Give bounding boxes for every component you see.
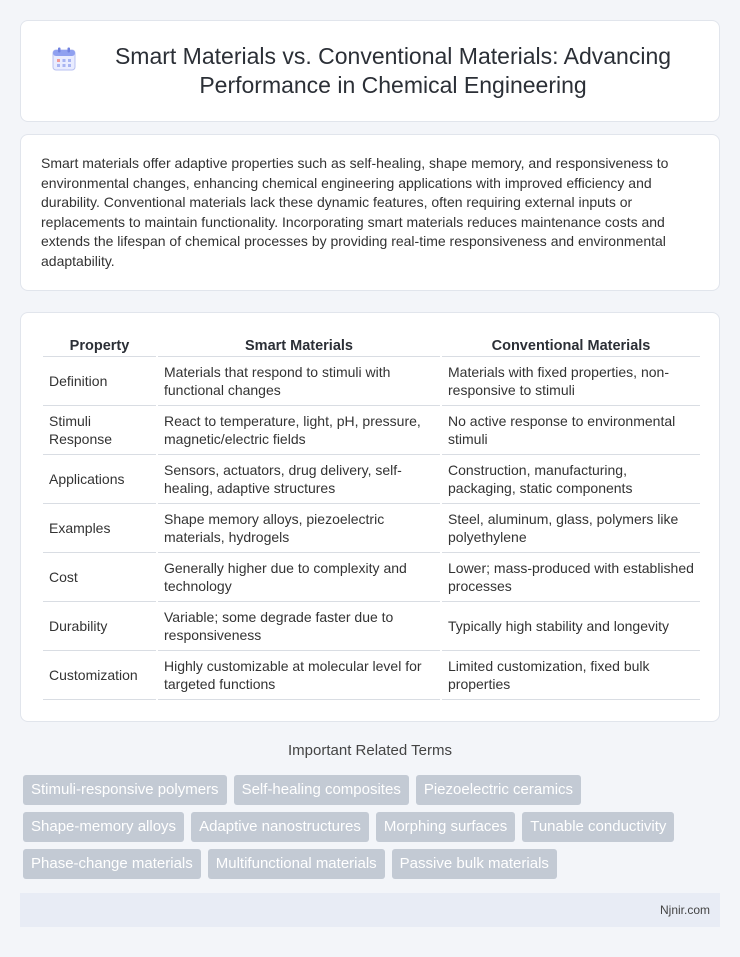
row-conventional: Materials with fixed properties, non-responsive to stimuli (442, 357, 700, 406)
term-tag[interactable]: Adaptive nanostructures (191, 812, 369, 842)
header-property: Property (43, 335, 156, 357)
table-row (43, 357, 700, 406)
row-property: Cost (43, 553, 156, 602)
table-row (43, 602, 700, 651)
row-property: Customization (43, 651, 156, 700)
term-tag[interactable]: Stimuli-responsive polymers (23, 775, 227, 805)
table-row (43, 455, 700, 504)
table-row (43, 651, 700, 700)
row-conventional: No active response to environmental stimuli (442, 406, 700, 455)
row-property: Stimuli Response (43, 406, 156, 455)
term-tag[interactable]: Phase-change materials (23, 849, 201, 879)
term-tag[interactable]: Morphing surfaces (376, 812, 515, 842)
table-header-row (43, 335, 700, 357)
row-conventional: Construction, manufacturing, packaging, static components (442, 455, 700, 504)
row-smart: Materials that respond to stimuli with functional changes (158, 357, 440, 406)
header-conventional-materials: Conventional Materials (442, 335, 700, 357)
footer-site[interactable]: Njnir.com (659, 903, 710, 917)
comparison-table (41, 335, 702, 700)
calendar-icon (51, 46, 77, 72)
intro-card (20, 134, 720, 291)
row-conventional: Limited customization, fixed bulk properties (442, 651, 700, 700)
row-property: Applications (43, 455, 156, 504)
intro-paragraph: Smart materials offer adaptive properties such as self-healing, shape memory, and responsiveness to environmental changes, enhancing chemical engineering applications with improved efficiency and durability. Conventional materials lack these dynamic features, often requiring external inputs or replacements to maintain functionality. Incorporating smart materials reduces maintenance costs and extends the lifespan of chemical processes by providing real-time responsiveness and environmental adaptability. (41, 155, 669, 269)
title-card (20, 20, 720, 122)
row-smart: Highly customizable at molecular level for targeted functions (158, 651, 440, 700)
related-terms-heading: Important Related Terms (288, 742, 452, 759)
term-tag[interactable]: Passive bulk materials (392, 849, 557, 879)
term-tag[interactable]: Multifunctional materials (208, 849, 385, 879)
term-tag[interactable]: Self-healing composites (234, 775, 409, 805)
page-title: Smart Materials vs. Conventional Materials: Advancing Performance in Chemical Engineering (114, 43, 672, 98)
row-smart: Shape memory alloys, piezoelectric materials, hydrogels (158, 504, 440, 553)
footer (20, 893, 720, 927)
comparison-card (20, 312, 720, 722)
row-conventional: Steel, aluminum, glass, polymers like polyethylene (442, 504, 700, 553)
table-row (43, 504, 700, 553)
term-tag[interactable]: Tunable conductivity (522, 812, 674, 842)
row-smart: React to temperature, light, pH, pressure, magnetic/electric fields (158, 406, 440, 455)
table-row (43, 406, 700, 455)
row-smart: Variable; some degrade faster due to responsiveness (158, 602, 440, 651)
title-wrap (21, 42, 719, 100)
row-property: Definition (43, 357, 156, 406)
term-tag[interactable]: Piezoelectric ceramics (416, 775, 581, 805)
row-smart: Generally higher due to complexity and technology (158, 553, 440, 602)
header-smart-materials: Smart Materials (158, 335, 440, 357)
row-property: Durability (43, 602, 156, 651)
term-tag[interactable]: Shape-memory alloys (23, 812, 184, 842)
row-smart: Sensors, actuators, drug delivery, self-healing, adaptive structures (158, 455, 440, 504)
table-row (43, 553, 700, 602)
related-terms-list (23, 775, 723, 879)
row-property: Examples (43, 504, 156, 553)
row-conventional: Typically high stability and longevity (442, 602, 700, 651)
row-conventional: Lower; mass-produced with established processes (442, 553, 700, 602)
